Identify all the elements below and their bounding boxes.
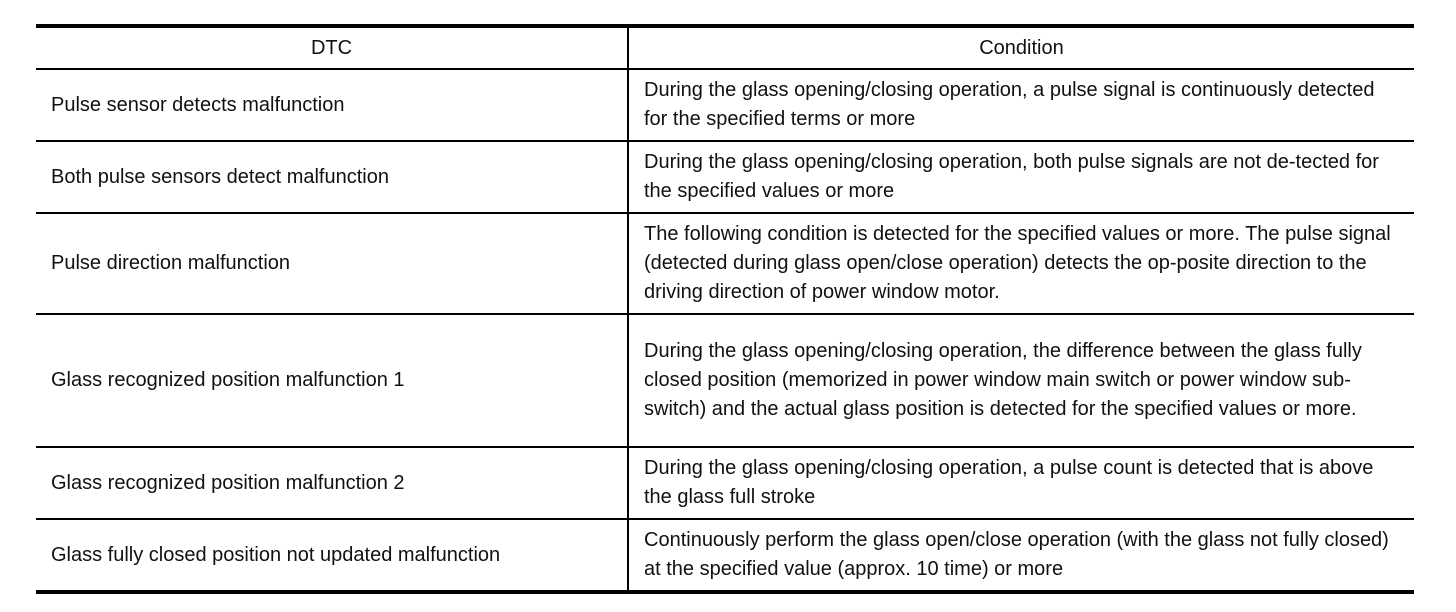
header-condition: Condition — [628, 26, 1414, 69]
condition-cell: The following condition is detected for the specified values or more. The pulse signal (detected during glass open/close operation) detects the op-posite direction to the driving direction of power window motor. — [628, 213, 1414, 314]
condition-cell: During the glass opening/closing operation, a pulse count is detected that is above the glass full stroke — [628, 447, 1414, 519]
condition-cell: During the glass opening/closing operation, a pulse signal is continuously detected for the specified terms or more — [628, 69, 1414, 141]
dtc-cell: Glass fully closed position not updated malfunction — [36, 519, 628, 592]
table-body — [36, 69, 1414, 592]
table-row — [36, 69, 1414, 141]
dtc-cell: Pulse direction malfunction — [36, 213, 628, 314]
header-row — [36, 26, 1414, 69]
header-dtc: DTC — [36, 26, 628, 69]
dtc-cell: Glass recognized position malfunction 1 — [36, 314, 628, 447]
dtc-table-container — [36, 24, 1414, 594]
table-row — [36, 519, 1414, 592]
condition-cell: Continuously perform the glass open/close operation (with the glass not fully closed) at the specified value (approx. 10 time) or more — [628, 519, 1414, 592]
dtc-cell: Both pulse sensors detect malfunction — [36, 141, 628, 213]
table-row — [36, 141, 1414, 213]
condition-cell: During the glass opening/closing operation, the difference between the glass fully closed position (memorized in power window main switch or power window sub-switch) and the actual glass position is detected for the specified values or more. — [628, 314, 1414, 447]
dtc-condition-table — [36, 24, 1414, 594]
dtc-cell: Pulse sensor detects malfunction — [36, 69, 628, 141]
dtc-cell: Glass recognized position malfunction 2 — [36, 447, 628, 519]
table-row — [36, 314, 1414, 447]
table-row — [36, 213, 1414, 314]
condition-cell: During the glass opening/closing operation, both pulse signals are not de-tected for the specified values or more — [628, 141, 1414, 213]
table-header — [36, 26, 1414, 69]
table-row — [36, 447, 1414, 519]
